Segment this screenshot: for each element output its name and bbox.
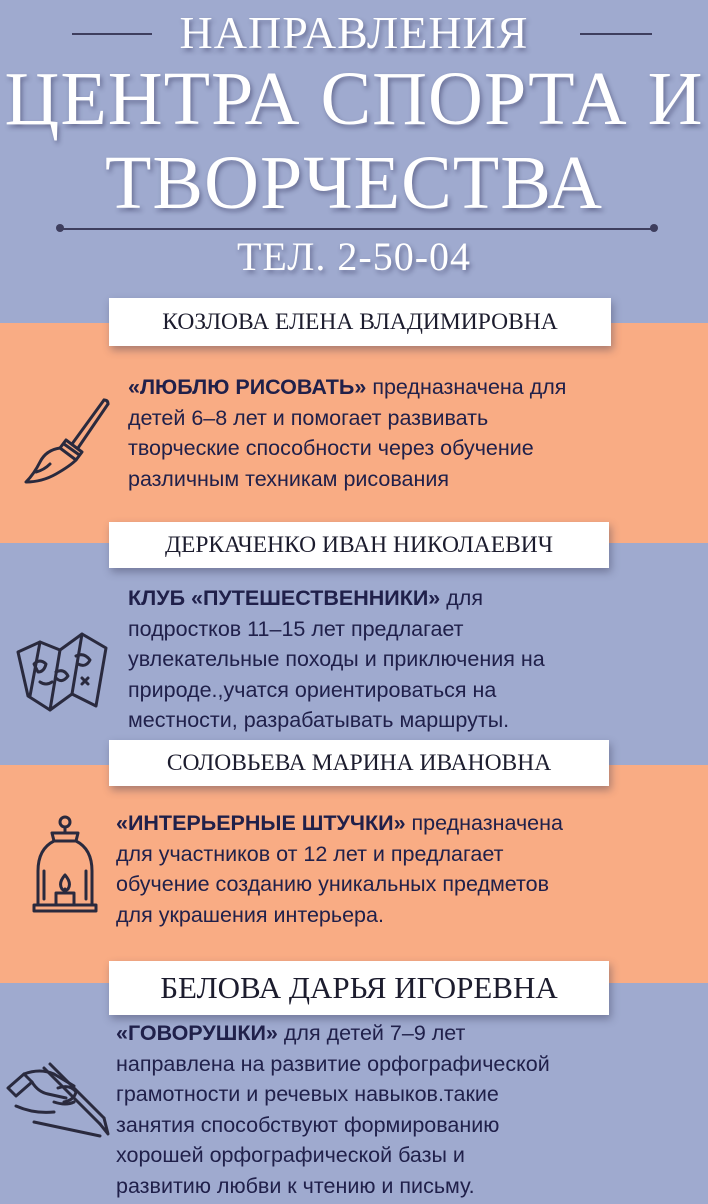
section-4-line-4: занятия способствуют формированию: [116, 1112, 500, 1137]
section-4-description: [116, 1018, 550, 1201]
writing-hand-icon: [4, 1058, 110, 1142]
section-2-lead: для: [446, 586, 483, 610]
section-4-line-1: [116, 1018, 550, 1049]
section-3-lead: предназначена: [411, 811, 563, 835]
lantern-icon: [30, 815, 100, 915]
section-4-line-5: хорошей орфографической базы и: [116, 1143, 465, 1167]
section-1-line-1: [128, 372, 566, 403]
title-rule-bottom: [62, 228, 654, 230]
teacher-name-2: [109, 522, 609, 568]
title-line-3: ТВОРЧЕСТВА: [105, 141, 603, 225]
title-line-2: ЦЕНТРА СПОРТА И: [4, 57, 704, 141]
teacher-name-1: [109, 298, 611, 346]
program-title-1: «ЛЮБЛЮ РИСОВАТЬ»: [128, 375, 367, 399]
section-1-line-2: детей 6–8 лет и помогает развивать: [128, 405, 489, 430]
section-1-line-3: творческие способности через обучение: [128, 436, 534, 460]
teacher-name-4: [109, 961, 609, 1015]
section-3-line-4: для украшения интерьера.: [116, 902, 384, 927]
header: [0, 0, 708, 300]
program-title-4: «ГОВОРУШКИ»: [116, 1021, 278, 1045]
section-3-line-1: [116, 808, 563, 839]
section-3-description: [116, 808, 563, 930]
teacher-name-4-text: БЕЛОВА ДАРЬЯ ИГОРЕВНА: [160, 970, 558, 1005]
phone-number: ТЕЛ. 2-50-04: [236, 234, 472, 279]
section-2-line-5: местности, разрабатывать маршруты.: [128, 708, 510, 732]
title-line-1: НАПРАВЛЕНИЯ: [179, 7, 529, 58]
teacher-name-2-text: ДЕРКАЧЕНКО ИВАН НИКОЛАЕВИЧ: [164, 531, 554, 558]
map-icon: [10, 612, 112, 718]
section-2-line-2: подростков 11–15 лет предлагает: [128, 616, 464, 641]
section-2-line-4: природе.,учатся ориентироваться на: [128, 677, 497, 702]
title-rule-dot-left: [56, 224, 64, 232]
section-3-line-3: обучение созданию уникальных предметов: [116, 872, 550, 896]
teacher-name-3: [109, 740, 609, 786]
teacher-name-1-text: КОЗЛОВА ЕЛЕНА ВЛАДИМИРОВНА: [162, 308, 558, 335]
section-1-line-4: различным техникам рисования: [128, 466, 450, 491]
title-rule-dot-right: [650, 224, 658, 232]
section-2-line-1: [128, 583, 545, 614]
section-1-description: [128, 372, 566, 494]
teacher-name-3-text: СОЛОВЬЕВА МАРИНА ИВАНОВНА: [166, 749, 552, 776]
section-2-description: [128, 583, 545, 736]
program-title-2: КЛУБ «ПУТЕШЕСТВЕННИКИ»: [128, 586, 441, 610]
section-4-line-3: грамотности и речевых навыков.такие: [116, 1082, 499, 1106]
section-4-lead: для детей 7–9 лет: [283, 1021, 466, 1045]
section-2-line-3: увлекательные походы и приключения на: [128, 647, 545, 671]
section-3-line-2: для участников от 12 лет и предлагает: [116, 841, 504, 866]
section-4-line-2: направлена на развитие орфографической: [116, 1051, 550, 1076]
section-4-line-6: развитию любви к чтению и письму.: [116, 1173, 475, 1198]
program-title-3: «ИНТЕРЬЕРНЫЕ ШТУЧКИ»: [116, 811, 406, 835]
paintbrush-icon: [20, 392, 112, 488]
section-1-lead: предназначена для: [372, 375, 567, 399]
